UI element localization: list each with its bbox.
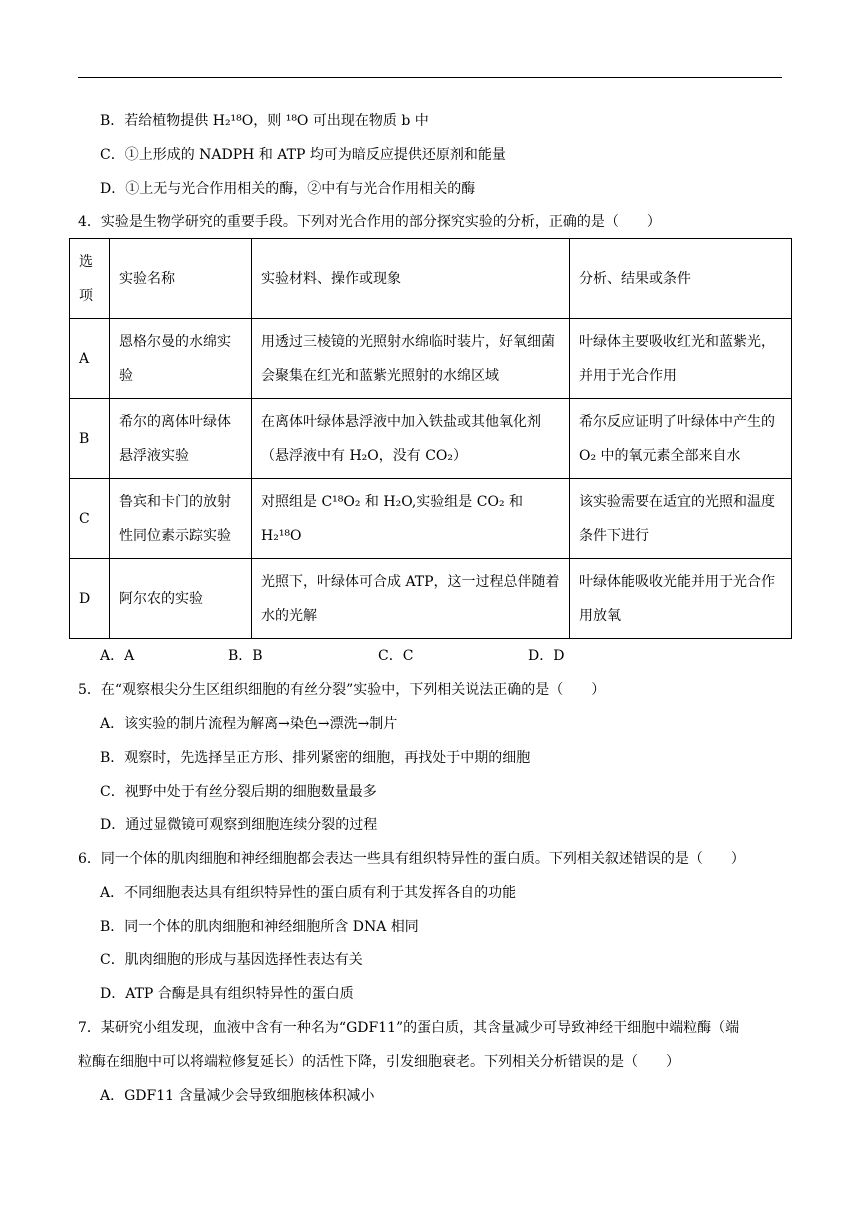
table-header: 选项 — [70, 239, 110, 319]
q6-option-b: B．同一个体的肌肉细胞和神经细胞所含 DNA 相同 — [100, 919, 419, 935]
q3-option-c: C．①上形成的 NADPH 和 ATP 均可为暗反应提供还原剂和能量 — [100, 147, 506, 163]
q5-option-b: B．观察时，先选择呈正方形、排列紧密的细胞，再找处于中期的细胞 — [100, 750, 531, 766]
table-cell: 叶绿体主要吸收红光和蓝紫光，并用于光合作用 — [570, 319, 792, 399]
table-row — [70, 559, 792, 639]
table-header: 实验材料、操作或现象 — [252, 239, 570, 319]
q7-option-a: A．GDF11 含量减少会导致细胞核体积减小 — [100, 1088, 375, 1104]
q5-option-a: A．该实验的制片流程为解离→染色→漂洗→制片 — [100, 716, 398, 732]
q3-option-b: B．若给植物提供 H₂¹⁸O，则 ¹⁸O 可出现在物质 b 中 — [100, 113, 429, 129]
table-cell: A — [70, 319, 110, 399]
table-cell: 光照下，叶绿体可合成 ATP，这一过程总伴随着水的光解 — [252, 559, 570, 639]
table-row — [70, 319, 792, 399]
q4-choice-c: C．C — [378, 648, 414, 664]
table-cell: C — [70, 479, 110, 559]
q4-choice-b: B．B — [228, 648, 263, 664]
table-cell: 在离体叶绿体悬浮液中加入铁盐或其他氧化剂（悬浮液中有 H₂O，没有 CO₂） — [252, 399, 570, 479]
table-cell: 恩格尔曼的水绵实验 — [110, 319, 252, 399]
q6-option-c: C．肌肉细胞的形成与基因选择性表达有关 — [100, 952, 363, 968]
table-header: 分析、结果或条件 — [570, 239, 792, 319]
table-cell: D — [70, 559, 110, 639]
table-cell: 希尔的离体叶绿体悬浮液实验 — [110, 399, 252, 479]
table-row — [70, 399, 792, 479]
q3-option-d: D．①上无与光合作用相关的酶，②中有与光合作用相关的酶 — [100, 181, 476, 197]
table-cell: 阿尔农的实验 — [110, 559, 252, 639]
table-header: 实验名称 — [110, 239, 252, 319]
q5-stem: 5．在“观察根尖分生区组织细胞的有丝分裂”实验中，下列相关说法正确的是（ ） — [78, 682, 606, 698]
q4-stem: 4．实验是生物学研究的重要手段。下列对光合作用的部分探究实验的分析，正确的是（ ） — [78, 214, 661, 230]
table-cell: 用透过三棱镜的光照射水绵临时装片，好氧细菌会聚集在红光和蓝紫光照射的水绵区域 — [252, 319, 570, 399]
q4-choices — [100, 646, 620, 666]
q6-option-a: A．不同细胞表达具有组织特异性的蛋白质有利于其发挥各自的功能 — [100, 885, 517, 901]
table-cell: B — [70, 399, 110, 479]
q5-option-c: C．视野中处于有丝分裂后期的细胞数量最多 — [100, 784, 377, 800]
experiment-table — [69, 238, 792, 639]
table-cell: 该实验需要在适宜的光照和温度条件下进行 — [570, 479, 792, 559]
table-cell: 鲁宾和卡门的放射性同位素示踪实验 — [110, 479, 252, 559]
q6-option-d: D．ATP 合酶是具有组织特异性的蛋白质 — [100, 986, 354, 1002]
q4-choice-a: A．A — [100, 648, 135, 664]
table-header-row — [70, 239, 792, 319]
table-cell: 叶绿体能吸收光能并用于光合作用放氧 — [570, 559, 792, 639]
q4-choice-d: D．D — [528, 648, 565, 664]
table-cell: 对照组是 C¹⁸O₂ 和 H₂O,实验组是 CO₂ 和 H₂¹⁸O — [252, 479, 570, 559]
q7-stem-line-2: 粒酶在细胞中可以将端粒修复延长）的活性下降，引发细胞衰老。下列相关分析错误的是（ ） — [78, 1054, 680, 1070]
table-row — [70, 479, 792, 559]
q6-stem: 6．同一个体的肌肉细胞和神经细胞都会表达一些具有组织特异性的蛋白质。下列相关叙述错误的是（ ） — [78, 851, 745, 867]
q7-stem-line-1: 7．某研究小组发现，血液中含有一种名为“GDF11”的蛋白质，其含量减少可导致神经干细胞中端粒酶（端 — [78, 1020, 740, 1036]
table-cell: 希尔反应证明了叶绿体中产生的 O₂ 中的氧元素全部来自水 — [570, 399, 792, 479]
header-rule — [78, 77, 782, 78]
q5-option-d: D．通过显微镜可观察到细胞连续分裂的过程 — [100, 817, 378, 833]
